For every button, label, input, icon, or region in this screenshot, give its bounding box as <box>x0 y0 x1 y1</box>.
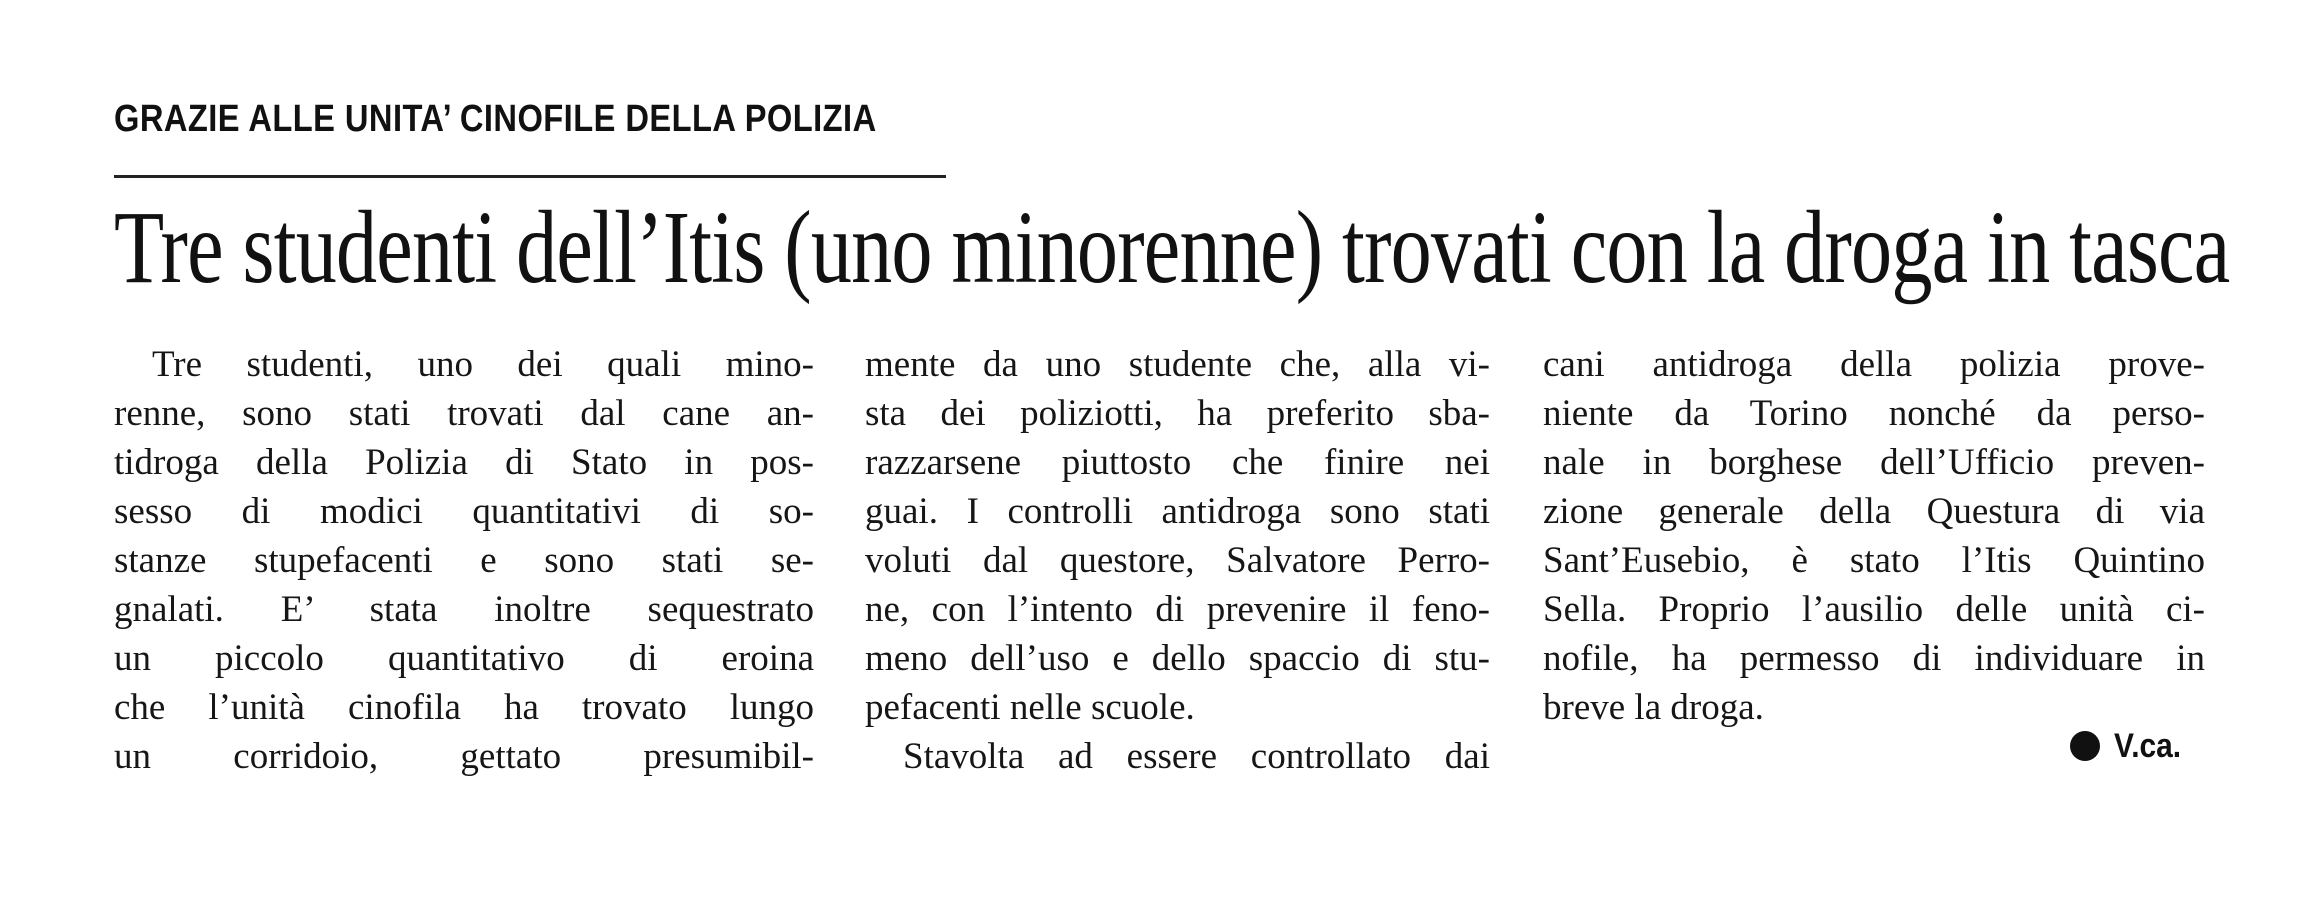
body-line: nale in borghese dell’Ufficio preven- <box>1543 442 2205 483</box>
body-line: Sella. Proprio l’ausilio delle unità ci- <box>1543 589 2205 630</box>
body-line: stanze stupefacenti e sono stati se- <box>114 540 814 581</box>
body-line: ne, con l’intento di prevenire il feno- <box>865 589 1490 630</box>
body-line: Stavolta ad essere controllato dai <box>903 736 1490 777</box>
body-line: zione generale della Questura di via <box>1543 491 2205 532</box>
body-line: tidroga della Polizia di Stato in pos- <box>114 442 814 483</box>
body-line: mente da uno studente che, alla vi- <box>865 344 1490 385</box>
body-line: sesso di modici quantitativi di so- <box>114 491 814 532</box>
body-line: meno dell’uso e dello spaccio di stu- <box>865 638 1490 679</box>
body-line: un piccolo quantitativo di eroina <box>114 638 814 679</box>
body-line: gnalati. E’ stata inoltre sequestrato <box>114 589 814 630</box>
body-line: cani antidroga della polizia prove- <box>1543 344 2205 385</box>
byline <box>2070 726 2190 766</box>
byline-text: V.ca. <box>2114 726 2182 765</box>
body-line: sta dei poliziotti, ha preferito sba- <box>865 393 1490 434</box>
headline: Tre studenti dell’Itis (uno minorenne) trovati con la droga in tasca <box>114 190 2230 305</box>
body-column-3 <box>1543 340 2205 732</box>
body-column-1 <box>114 340 814 781</box>
body-line: Sant’Eusebio, è stato l’Itis Quintino <box>1543 540 2205 581</box>
body-line: pefacenti nelle scuole. <box>865 687 1195 728</box>
kicker-divider <box>114 175 946 178</box>
body-column-2 <box>865 340 1490 781</box>
body-line: un corridoio, gettato presumibil- <box>114 736 814 777</box>
kicker: GRAZIE ALLE UNITA’ CINOFILE DELLA POLIZIA <box>114 98 877 140</box>
body-line: razzarsene piuttosto che finire nei <box>865 442 1490 483</box>
body-line: niente da Torino nonché da perso- <box>1543 393 2205 434</box>
bullet-icon <box>2070 731 2100 761</box>
body-line: nofile, ha permesso di individuare in <box>1543 638 2205 679</box>
body-line: che l’unità cinofila ha trovato lungo <box>114 687 814 728</box>
body-line: guai. I controlli antidroga sono stati <box>865 491 1490 532</box>
body-line: breve la droga. <box>1543 687 1764 728</box>
body-line: Tre studenti, uno dei quali mino- <box>152 344 814 385</box>
body-line: voluti dal questore, Salvatore Perro- <box>865 540 1490 581</box>
body-line: renne, sono stati trovati dal cane an- <box>114 393 814 434</box>
